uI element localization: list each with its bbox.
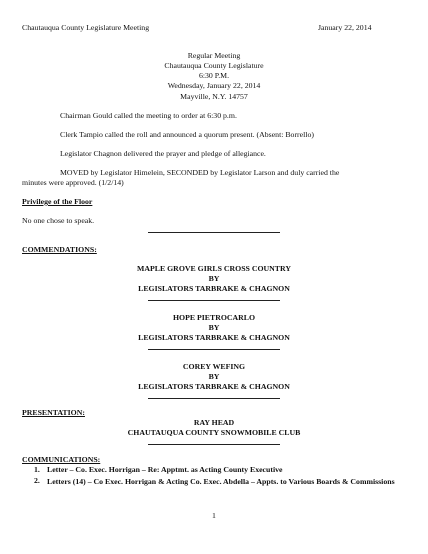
- prayer-paragraph: Legislator Chagnon delivered the prayer and pledge of allegiance.: [60, 149, 266, 158]
- divider: [148, 300, 280, 301]
- meeting-time: 6:30 P.M.: [198, 71, 230, 80]
- page-number: 1: [212, 511, 216, 520]
- header-right: January 22, 2014: [318, 23, 372, 32]
- commendation-by: BY: [208, 274, 220, 283]
- commendation-sponsors: LEGISLATORS TARBRAKE & CHAGNON: [138, 284, 290, 293]
- commendation-name: MAPLE GROVE GIRLS CROSS COUNTRY: [137, 264, 291, 273]
- commendation-sponsors: LEGISLATORS TARBRAKE & CHAGNON: [138, 382, 290, 391]
- divider: [148, 232, 280, 233]
- roll-call-paragraph: Clerk Tampio called the roll and announced a quorum present. (Absent: Borrello): [60, 130, 314, 139]
- privilege-heading: Privilege of the Floor: [22, 197, 93, 206]
- divider: [148, 444, 280, 445]
- motion-line-2: minutes were approved. (1/2/14): [22, 178, 124, 187]
- commendation-sponsors: LEGISLATORS TARBRAKE & CHAGNON: [138, 333, 290, 342]
- presentation-heading: PRESENTATION:: [22, 408, 85, 417]
- list-item-number: 2.: [34, 476, 40, 485]
- meeting-date: Wednesday, January 22, 2014: [167, 81, 261, 90]
- list-item: Letter – Co. Exec. Horrigan – Re: Apptmt. as Acting County Executive: [47, 465, 283, 474]
- commendation-by: BY: [208, 372, 220, 381]
- commendations-heading: COMMENDATIONS:: [22, 245, 97, 254]
- presentation-org: CHAUTAUQUA COUNTY SNOWMOBILE CLUB: [127, 428, 301, 437]
- privilege-text: No one chose to speak.: [22, 216, 95, 225]
- list-item-number: 1.: [34, 465, 40, 474]
- meeting-body: Chautauqua County Legislature: [164, 61, 264, 70]
- commendation-by: BY: [208, 323, 220, 332]
- call-to-order-paragraph: Chairman Gould called the meeting to order at 6:30 p.m.: [60, 111, 237, 120]
- divider: [148, 398, 280, 399]
- communications-heading: COMMUNICATIONS:: [22, 455, 101, 464]
- commendation-name: HOPE PIETROCARLO: [172, 313, 256, 322]
- divider: [148, 349, 280, 350]
- meeting-location: Mayville, N.Y. 14757: [180, 92, 248, 101]
- list-item: Letters (14) – Co Exec. Horrigan & Acting Co. Exec. Abdella – Appts. to Various Boards & Commissions: [47, 477, 395, 486]
- motion-line-1: MOVED by Legislator Himelein, SECONDED by Legislator Larson and duly carried the: [60, 168, 340, 177]
- meeting-type: Regular Meeting: [187, 51, 241, 60]
- presentation-name: RAY HEAD: [193, 418, 235, 427]
- header-left: Chautauqua County Legislature Meeting: [22, 23, 150, 32]
- commendation-name: COREY WEFING: [182, 362, 246, 371]
